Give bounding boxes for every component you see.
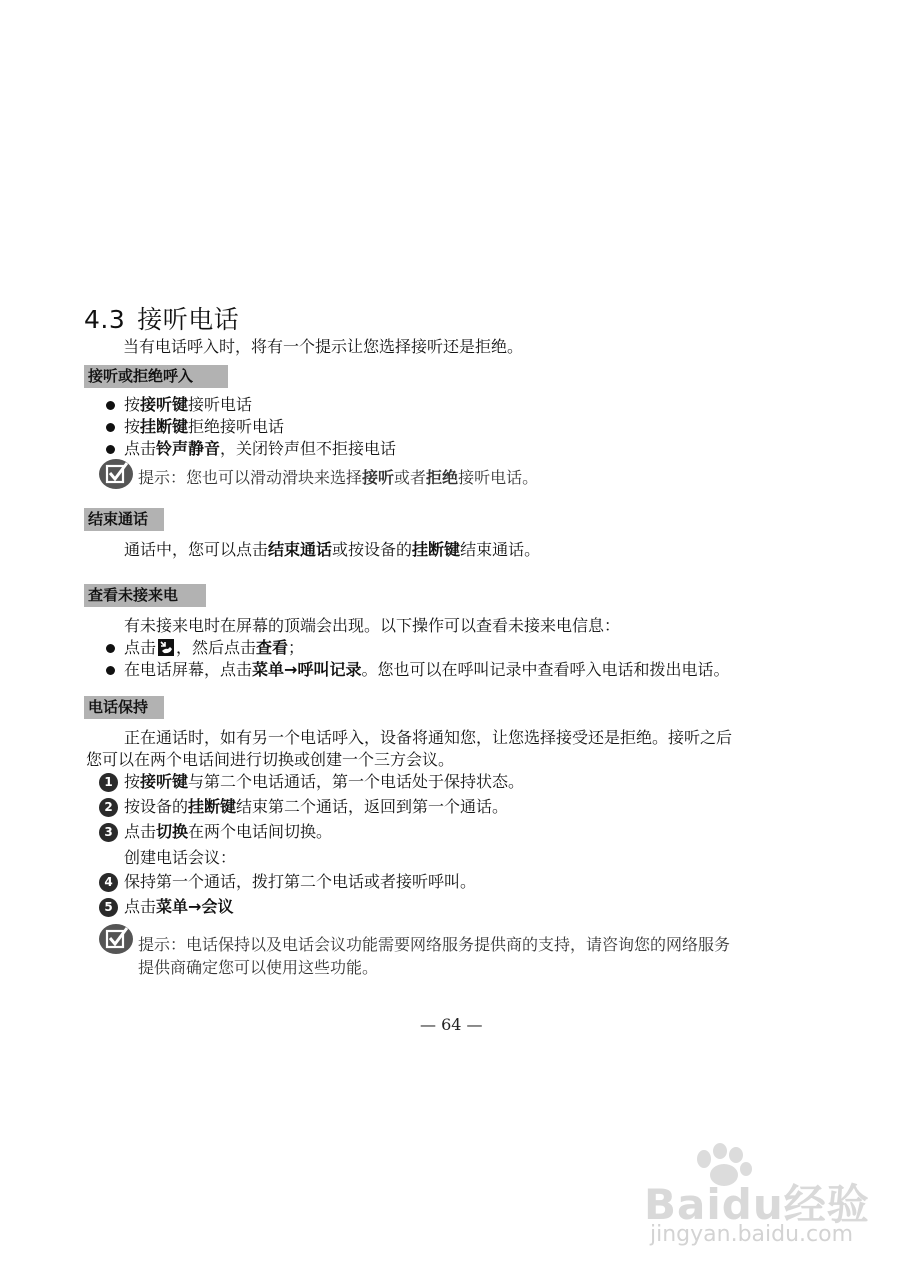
hold-step-5: 点击菜单→会议: [124, 897, 234, 916]
section-number: 4.3: [84, 305, 126, 334]
answer-reject-heading: 接听或拒绝呼入: [84, 365, 228, 388]
bullet-icon: [106, 666, 115, 675]
missed-calls-heading: 查看未接来电: [84, 584, 206, 607]
hold-step-2: 按设备的挂断键结束第二个通话，返回到第一个通话。: [124, 797, 509, 816]
step-number-badge: 1: [99, 773, 118, 792]
end-call-heading: 结束通话: [84, 508, 164, 531]
tip-checkbox-icon: [98, 458, 134, 490]
call-hold-heading: 电话保持: [84, 696, 164, 719]
hold-intro-line1: 正在通话时，如有另一个电话呼入，设备将通知您，让您选择接受还是拒绝。接听之后: [124, 728, 733, 747]
section-intro: 当有电话呼入时，将有一个提示让您选择接听还是拒绝。: [123, 337, 524, 356]
missed-item-1: 点击 ，然后点击查看；: [124, 638, 305, 657]
tip-checkbox-icon: [98, 923, 134, 955]
missed-intro: 有未接来电时在屏幕的顶端会出现。以下操作可以查看未接来电信息：: [124, 616, 621, 635]
hold-step-4: 保持第一个通话，拨打第二个电话或者接听呼叫。: [124, 872, 477, 891]
section-title: [84, 300, 239, 336]
page-number: — 64 —: [420, 1015, 483, 1034]
answer-item: 按接听键接听电话: [124, 395, 253, 414]
step-number-badge: 2: [99, 798, 118, 817]
missed-call-icon: [158, 639, 174, 656]
conference-label: 创建电话会议：: [124, 848, 237, 867]
hold-tip-line2: 提供商确定您可以使用这些功能。: [138, 958, 379, 977]
step-number-badge: 3: [99, 823, 118, 842]
watermark-url: jingyan.baidu.com: [650, 1222, 854, 1247]
mute-item: 点击铃声静音，关闭铃声但不拒接电话: [124, 439, 397, 458]
watermark-brand: Baidu: [644, 1180, 784, 1229]
bullet-icon: [106, 401, 115, 410]
bullet-icon: [106, 644, 115, 653]
step-number-badge: 4: [99, 873, 118, 892]
bullet-icon: [106, 445, 115, 454]
hold-tip-line1: 提示：电话保持以及电话会议功能需要网络服务提供商的支持，请咨询您的网络服务: [138, 935, 731, 954]
missed-item-2: 在电话屏幕，点击菜单→呼叫记录。您也可以在呼叫记录中查看呼入电话和拨出电话。: [124, 660, 730, 679]
section-title-text: 接听电话: [137, 305, 240, 334]
hold-step-1: 按接听键与第二个电话通话，第一个电话处于保持状态。: [124, 772, 525, 791]
answer-tip: 提示：您也可以滑动滑块来选择接听或者拒绝接听电话。: [138, 468, 539, 487]
hold-step-3: 点击切换在两个电话间切换。: [124, 822, 333, 841]
hold-intro-line2: 您可以在两个电话间进行切换或创建一个三方会议。: [86, 750, 455, 769]
reject-item: 按挂断键拒绝接听电话: [124, 417, 285, 436]
watermark-suffix: 经验: [783, 1180, 870, 1229]
bullet-icon: [106, 423, 115, 432]
step-number-badge: 5: [99, 898, 118, 917]
end-call-text: 通话中，您可以点击结束通话或按设备的挂断键结束通话。: [124, 540, 541, 559]
